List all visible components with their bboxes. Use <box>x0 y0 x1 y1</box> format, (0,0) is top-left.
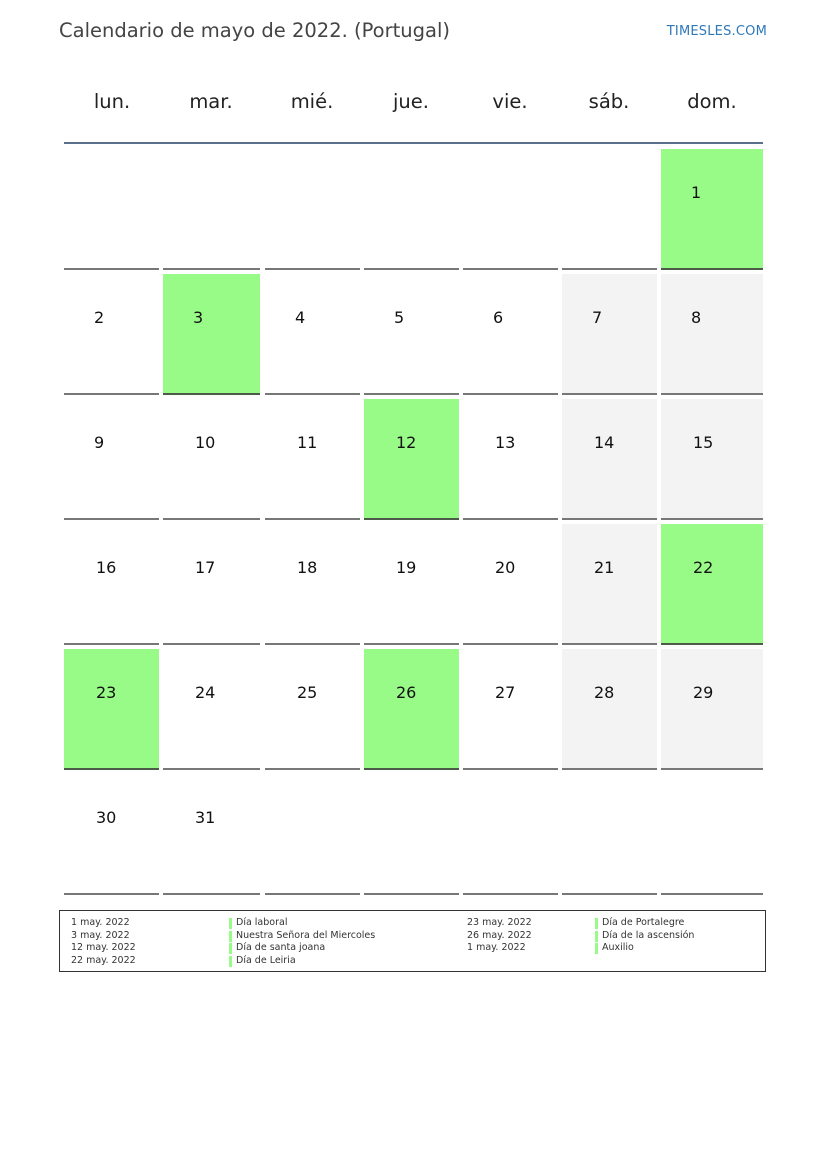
day-number: 27 <box>495 683 516 702</box>
cell-background <box>364 149 459 268</box>
cell-background <box>562 274 657 393</box>
cell-divider <box>163 768 260 770</box>
day-cell-24[interactable] <box>163 649 260 770</box>
day-cell-12[interactable] <box>364 399 459 520</box>
day-number: 29 <box>693 683 714 702</box>
day-cell-20[interactable] <box>463 524 558 645</box>
legend-date: 12 may. 2022 <box>71 942 136 953</box>
weekday-sun: dom. <box>687 90 737 113</box>
cell-divider <box>265 393 360 395</box>
cell-background <box>463 149 558 268</box>
day-number: 6 <box>493 308 504 327</box>
empty-day-cell-thu <box>364 774 459 895</box>
empty-day-cell-wed <box>265 774 360 895</box>
legend-holiday-name: Nuestra Señora del Miercoles <box>229 930 375 943</box>
cell-background <box>661 399 763 518</box>
cell-background <box>265 774 360 893</box>
cell-divider <box>463 768 558 770</box>
cell-background <box>364 774 459 893</box>
cell-divider <box>364 393 459 395</box>
cell-background <box>661 524 763 643</box>
cell-divider <box>364 268 459 270</box>
empty-day-cell-mon <box>64 149 159 270</box>
cell-divider <box>364 643 459 645</box>
cell-background <box>562 774 657 893</box>
cell-divider <box>562 268 657 270</box>
cell-divider <box>364 893 459 895</box>
day-cell-7[interactable] <box>562 274 657 395</box>
day-number: 4 <box>295 308 306 327</box>
cell-divider <box>661 393 763 395</box>
cell-divider <box>163 393 260 395</box>
weekday-thu: jue. <box>393 90 429 113</box>
cell-background <box>265 399 360 518</box>
cell-divider <box>163 643 260 645</box>
cell-divider <box>463 518 558 520</box>
day-cell-27[interactable] <box>463 649 558 770</box>
day-cell-23[interactable] <box>64 649 159 770</box>
day-number: 5 <box>394 308 405 327</box>
cell-background <box>265 649 360 768</box>
day-number: 30 <box>96 808 117 827</box>
cell-divider <box>64 268 159 270</box>
cell-divider <box>265 768 360 770</box>
cell-divider <box>364 768 459 770</box>
day-cell-26[interactable] <box>364 649 459 770</box>
cell-divider <box>64 518 159 520</box>
header-divider <box>64 142 763 144</box>
cell-background <box>562 524 657 643</box>
day-cell-14[interactable] <box>562 399 657 520</box>
cell-background <box>364 274 459 393</box>
cell-background <box>364 524 459 643</box>
cell-background <box>463 274 558 393</box>
cell-background <box>64 649 159 768</box>
day-cell-30[interactable] <box>64 774 159 895</box>
day-cell-28[interactable] <box>562 649 657 770</box>
cell-background <box>64 774 159 893</box>
day-number: 26 <box>396 683 417 702</box>
cell-background <box>163 149 260 268</box>
empty-day-cell-wed <box>265 149 360 270</box>
cell-background <box>661 274 763 393</box>
day-number: 2 <box>94 308 105 327</box>
cell-background <box>463 524 558 643</box>
empty-day-cell-sat <box>562 774 657 895</box>
day-number: 17 <box>195 558 216 577</box>
cell-background <box>463 649 558 768</box>
day-number: 22 <box>693 558 714 577</box>
holiday-legend <box>59 910 766 972</box>
day-number: 31 <box>195 808 216 827</box>
legend-holiday-name: Día de la ascensión <box>595 930 694 943</box>
weekday-wed: mié. <box>290 90 334 113</box>
cell-background <box>265 149 360 268</box>
cell-background <box>265 274 360 393</box>
cell-divider <box>64 393 159 395</box>
day-cell-4[interactable] <box>265 274 360 395</box>
cell-background <box>64 524 159 643</box>
day-cell-2[interactable] <box>64 274 159 395</box>
legend-date: 26 may. 2022 <box>467 929 532 941</box>
legend-date: 23 may. 2022 <box>467 917 532 928</box>
day-number: 23 <box>96 683 117 702</box>
legend-holiday-name: Auxilio <box>595 942 634 955</box>
cell-divider <box>562 393 657 395</box>
cell-divider <box>463 893 558 895</box>
cell-divider <box>265 268 360 270</box>
day-cell-10[interactable] <box>163 399 260 520</box>
day-number: 13 <box>495 433 516 452</box>
cell-divider <box>265 643 360 645</box>
day-number: 7 <box>592 308 603 327</box>
empty-day-cell-tue <box>163 149 260 270</box>
legend-date: 1 may. 2022 <box>467 942 526 953</box>
cell-divider <box>562 768 657 770</box>
cell-divider <box>64 768 159 770</box>
page-title: Calendario de mayo de 2022. (Portugal) <box>59 19 450 42</box>
cell-background <box>562 649 657 768</box>
cell-background <box>661 649 763 768</box>
cell-background <box>463 774 558 893</box>
cell-divider <box>562 893 657 895</box>
cell-background <box>163 274 260 393</box>
cell-background <box>64 274 159 393</box>
legend-holiday-name: Día de santa joana <box>229 942 325 955</box>
cell-divider <box>661 768 763 770</box>
day-cell-6[interactable] <box>463 274 558 395</box>
cell-divider <box>364 518 459 520</box>
legend-holiday-name: Día de Leiria <box>229 955 296 968</box>
day-cell-25[interactable] <box>265 649 360 770</box>
cell-divider <box>163 268 260 270</box>
cell-divider <box>265 893 360 895</box>
brand-link[interactable]: TIMESLES.COM <box>666 24 767 39</box>
cell-background <box>661 149 763 268</box>
day-number: 9 <box>94 433 105 452</box>
day-cell-21[interactable] <box>562 524 657 645</box>
day-number: 20 <box>495 558 516 577</box>
empty-day-cell-fri <box>463 774 558 895</box>
cell-divider <box>562 643 657 645</box>
day-number: 8 <box>691 308 702 327</box>
day-cell-22[interactable] <box>661 524 763 645</box>
weekday-mon: lun. <box>93 90 131 113</box>
day-cell-3[interactable] <box>163 274 260 395</box>
legend-date: 3 may. 2022 <box>71 929 130 941</box>
day-cell-29[interactable] <box>661 649 763 770</box>
cell-background <box>163 524 260 643</box>
legend-date: 1 may. 2022 <box>71 917 130 928</box>
cell-divider <box>463 643 558 645</box>
day-number: 19 <box>396 558 417 577</box>
day-number: 18 <box>297 558 318 577</box>
empty-day-cell-fri <box>463 149 558 270</box>
day-number: 14 <box>594 433 615 452</box>
cell-divider <box>463 393 558 395</box>
cell-divider <box>64 893 159 895</box>
empty-day-cell-sun <box>661 774 763 895</box>
day-number: 21 <box>594 558 615 577</box>
cell-divider <box>661 518 763 520</box>
day-cell-15[interactable] <box>661 399 763 520</box>
cell-background <box>64 149 159 268</box>
day-number: 15 <box>693 433 714 452</box>
day-number: 1 <box>691 183 702 202</box>
legend-holiday-name: Día de Portalegre <box>595 917 684 930</box>
day-cell-1[interactable] <box>661 149 763 270</box>
weekday-sat: sáb. <box>588 90 630 113</box>
cell-background <box>265 524 360 643</box>
day-cell-5[interactable] <box>364 274 459 395</box>
cell-background <box>562 399 657 518</box>
cell-divider <box>463 268 558 270</box>
day-number: 24 <box>195 683 216 702</box>
day-number: 3 <box>193 308 204 327</box>
cell-background <box>463 399 558 518</box>
cell-background <box>661 774 763 893</box>
cell-background <box>64 399 159 518</box>
day-cell-13[interactable] <box>463 399 558 520</box>
cell-divider <box>64 643 159 645</box>
cell-divider <box>562 518 657 520</box>
day-cell-19[interactable] <box>364 524 459 645</box>
cell-background <box>562 149 657 268</box>
empty-day-cell-thu <box>364 149 459 270</box>
cell-divider <box>163 518 260 520</box>
cell-divider <box>661 893 763 895</box>
cell-divider <box>661 643 763 645</box>
weekday-tue: mar. <box>189 90 233 113</box>
day-number: 12 <box>396 433 417 452</box>
cell-background <box>163 399 260 518</box>
day-number: 28 <box>594 683 615 702</box>
day-cell-31[interactable] <box>163 774 260 895</box>
day-number: 16 <box>96 558 117 577</box>
legend-date: 22 may. 2022 <box>71 954 136 966</box>
day-cell-17[interactable] <box>163 524 260 645</box>
day-number: 11 <box>297 433 318 452</box>
day-number: 25 <box>297 683 318 702</box>
day-cell-18[interactable] <box>265 524 360 645</box>
cell-background <box>163 774 260 893</box>
day-cell-8[interactable] <box>661 274 763 395</box>
empty-day-cell-sat <box>562 149 657 270</box>
cell-background <box>364 399 459 518</box>
day-cell-16[interactable] <box>64 524 159 645</box>
cell-divider <box>661 268 763 270</box>
cell-background <box>364 649 459 768</box>
weekday-header <box>64 90 763 120</box>
day-cell-11[interactable] <box>265 399 360 520</box>
cell-divider <box>163 893 260 895</box>
cell-background <box>163 649 260 768</box>
cell-divider <box>265 518 360 520</box>
day-cell-9[interactable] <box>64 399 159 520</box>
day-number: 10 <box>195 433 216 452</box>
legend-holiday-name: Día laboral <box>229 917 287 930</box>
weekday-fri: vie. <box>492 90 528 113</box>
